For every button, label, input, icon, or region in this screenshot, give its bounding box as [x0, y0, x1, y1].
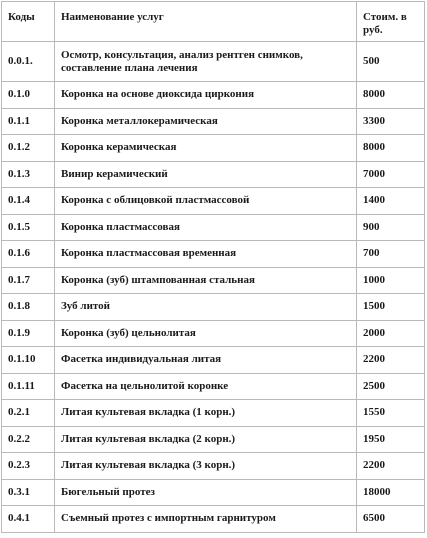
cell-price: 1000 — [357, 267, 425, 294]
cell-code: 0.1.10 — [2, 347, 55, 374]
table-row — [2, 453, 425, 480]
cell-name: Коронка на основе диоксида циркония — [55, 82, 357, 109]
cell-price: 500 — [357, 42, 425, 82]
cell-code: 0.1.2 — [2, 135, 55, 162]
cell-code: 0.1.9 — [2, 320, 55, 347]
cell-name: Зуб литой — [55, 294, 357, 321]
cell-name: Фасетка на цельнолитой коронке — [55, 373, 357, 400]
cell-price: 1950 — [357, 426, 425, 453]
cell-name: Коронка керамическая — [55, 135, 357, 162]
table-row — [2, 373, 425, 400]
table-row — [2, 82, 425, 109]
header-price: Стоим. в руб. — [357, 2, 425, 42]
cell-price: 900 — [357, 214, 425, 241]
cell-name: Коронка с облицовкой пластмассовой — [55, 188, 357, 215]
cell-price: 3300 — [357, 108, 425, 135]
cell-price: 8000 — [357, 135, 425, 162]
table-row — [2, 241, 425, 268]
cell-price: 2200 — [357, 347, 425, 374]
table-row — [2, 188, 425, 215]
table-row — [2, 214, 425, 241]
table-row — [2, 479, 425, 506]
cell-code: 0.2.1 — [2, 400, 55, 427]
cell-name: Литая культевая вкладка (3 корн.) — [55, 453, 357, 480]
cell-price: 2500 — [357, 373, 425, 400]
cell-code: 0.1.5 — [2, 214, 55, 241]
cell-price: 1400 — [357, 188, 425, 215]
table-row — [2, 320, 425, 347]
cell-code: 0.1.7 — [2, 267, 55, 294]
cell-name: Литая культевая вкладка (2 корн.) — [55, 426, 357, 453]
cell-name: Коронка (зуб) штампованная стальная — [55, 267, 357, 294]
cell-code: 0.1.8 — [2, 294, 55, 321]
cell-code: 0.1.1 — [2, 108, 55, 135]
table-row — [2, 347, 425, 374]
cell-name: Осмотр, консультация, анализ рентген снимков, составление плана лечения — [55, 42, 357, 82]
price-table — [1, 1, 425, 533]
table-row — [2, 400, 425, 427]
cell-name: Литая культевая вкладка (1 корн.) — [55, 400, 357, 427]
cell-price: 2000 — [357, 320, 425, 347]
table-row — [2, 294, 425, 321]
cell-name: Коронка (зуб) цельнолитая — [55, 320, 357, 347]
cell-code: 0.3.1 — [2, 479, 55, 506]
cell-code: 0.1.6 — [2, 241, 55, 268]
table-row — [2, 161, 425, 188]
cell-price: 2200 — [357, 453, 425, 480]
cell-code: 0.1.3 — [2, 161, 55, 188]
cell-name: Коронка металлокерамическая — [55, 108, 357, 135]
cell-name: Бюгельный протез — [55, 479, 357, 506]
cell-code: 0.1.11 — [2, 373, 55, 400]
cell-name: Винир керамический — [55, 161, 357, 188]
cell-name: Коронка пластмассовая — [55, 214, 357, 241]
cell-code: 0.2.3 — [2, 453, 55, 480]
cell-name: Фасетка индивидуальная литая — [55, 347, 357, 374]
cell-price: 18000 — [357, 479, 425, 506]
cell-price: 7000 — [357, 161, 425, 188]
header-name: Наименование услуг — [55, 2, 357, 42]
cell-price: 8000 — [357, 82, 425, 109]
table-row — [2, 42, 425, 82]
cell-price: 1550 — [357, 400, 425, 427]
table-header-row — [2, 2, 425, 42]
cell-code: 0.1.4 — [2, 188, 55, 215]
table-row — [2, 135, 425, 162]
cell-code: 0.1.0 — [2, 82, 55, 109]
cell-name: Коронка пластмассовая временная — [55, 241, 357, 268]
cell-code: 0.4.1 — [2, 506, 55, 533]
header-code: Коды — [2, 2, 55, 42]
cell-price: 1500 — [357, 294, 425, 321]
cell-code: 0.2.2 — [2, 426, 55, 453]
table-row — [2, 426, 425, 453]
table-row — [2, 506, 425, 533]
cell-name: Съемный протез с импортным гарнитуром — [55, 506, 357, 533]
table-row — [2, 108, 425, 135]
cell-code: 0.0.1. — [2, 42, 55, 82]
cell-price: 6500 — [357, 506, 425, 533]
table-row — [2, 267, 425, 294]
cell-price: 700 — [357, 241, 425, 268]
